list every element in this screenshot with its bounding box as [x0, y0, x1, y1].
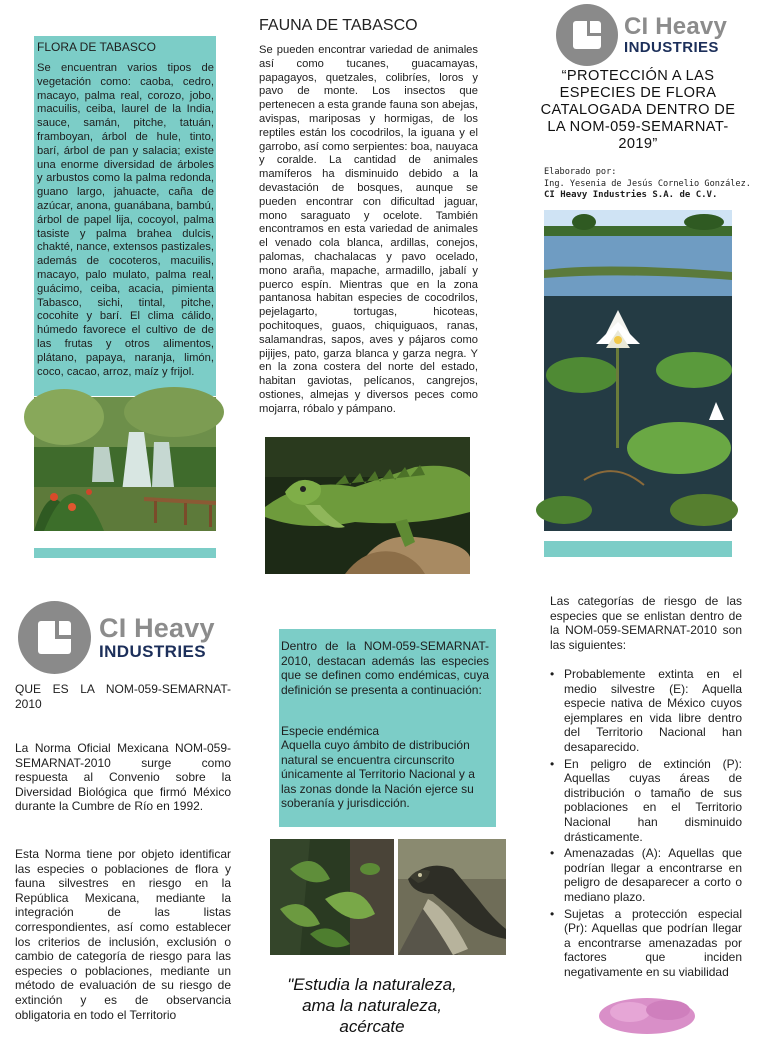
ci-logo-icon	[556, 4, 618, 66]
risk-list	[550, 667, 742, 981]
endemic-intro: Dentro de la NOM-059-SEMARNAT-2010, destacan además las especies que se definen como endémicas, cuya definición se presenta a continuación:	[281, 639, 489, 697]
logo-line1: CI Heavy	[99, 613, 215, 643]
risk-intro: Las categorías de riesgo de las especies que se enlistan dentro de la NOM-059-SEMARNAT-2010 son las siguientes:	[550, 594, 742, 652]
credit-company: CI Heavy Industries S.A. de C.V.	[544, 190, 718, 200]
cover-title: “PROTECCIÓN A LAS ESPECIES DE FLORA CATALOGADA DENTRO DE LA NOM-059-SEMARNAT-2019”	[540, 68, 736, 152]
lotus-photo	[544, 210, 732, 531]
risk-item-extinct: • Probablemente extinta en el medio silvestre (E): Aquella especie nativa de México cuyos ejemplares en vida libre dentro del Territorio Nacional han desaparecido.	[550, 667, 742, 755]
lizard-photo	[398, 839, 506, 955]
logo-line2: INDUSTRIES	[624, 39, 719, 56]
quote: "Estudia la naturaleza, ama la naturaleza, acércate	[287, 975, 457, 1036]
iguana-photo	[265, 437, 470, 574]
flowering-tree-photo	[590, 994, 704, 1024]
logo-line1: CI Heavy	[624, 13, 727, 40]
flora-bottom-bar	[34, 548, 216, 558]
nom-paragraph-2: Esta Norma tiene por objeto identificar las especies o poblaciones de flora y fauna silvestres en riesgo en la República Mexicana, mediante la integración de las listas correspondientes, así como establecer los criterios de inclusión, exclusión o cambio de categoría de riesgo para las especies o poblaciones, mediante un método de evaluación de su riesgo de extinción y es de observancia obligatoria en todo el Territorio	[15, 847, 231, 1022]
flora-body: Se encuentran varios tipos de vegetación como: caoba, cedro, macayo, palma real, corozo, jobo, macuilis, ceiba, laurel de la India, sauce, samán, pitche, tatuán, framboyan, árbol de hule, tinto, barí, árbol de pan y salacia; existe una enorme diversidad de árboles y arbustos como la palma redonda, guano largo, jahuacte, caña de azúcar, anona, guanábana, bambú, árbol de papel lija, cocoyol, palma tasiste y palma brahea dulcis, chakté, nance, extensos pastizales, además de cocoteros, macuilis, macayo, palo mulato, palma real, guácimo, ceiba, acacia, pimienta Tabasco, sichi, tintal, pitche, cocohite y barí. El clima cálido, húmedo favorece el cultivo de de las frutas y otros alimentos, plátano, papaya, naranja, limón, coco, cacao, arroz, maíz y frijol.	[37, 62, 214, 378]
inner-logo	[18, 601, 215, 674]
cover-logo	[556, 4, 727, 66]
credit-label: Elaborado por:	[544, 167, 617, 177]
flora-heading: FLORA DE TABASCO	[37, 40, 156, 54]
risk-item-special-protection: • Sujetas a protección especial (Pr): Aquellas que podrían llegar a encontrarse amenazadas por factores que inciden negativamente en su viabilidad	[550, 907, 742, 980]
fauna-body: Se pueden encontrar variedad de animales así como tucanes, guacamayas, papagayos, quetzales, colibríes, loros y pavo de monte. Los insectos que pertenecen a esta grande fauna son abejas, avispas, mariposas y hormigas, de los reptiles están los cocodrilos, la iguana y el garrobo, así como serpientes: boa, nauyaca y coralde. La cantidad de animales mamíferos ha disminuido debido a la devastación de bosques, aunque se pueden encontrar con dificultad jaguar, mono saraguato y ocelote. También encontramos en esta variedad de animales el venado cola blanca, ardillas, conejos, palomas, chachalacas y pavo ocelado, mono araña, mapache, armadillo, jabalí y puerco espín. Mientras que en la zona pantanosa habitan especies de cocodrilos, pejelagarto, tortugas, hicoteas, pochitoques, guaos, chiquiguaos, ranas, salamandras, sapos, aves y pájaros como pijijes, pato, garza blanca y garza negra. Y en la zona costera del norte del estado, habitan gaviotas, pelícanos, cangrejos, ostiones, almejas y diversos peces como mojarra, róbalo y pámpano.	[259, 44, 478, 415]
risk-item-endangered: • En peligro de extinción (P): Aquellas cuyas áreas de distribución o tamaño de sus poblaciones en el Territorio Nacional han disminuido drásticamente.	[550, 757, 742, 845]
risk-item-threatened: • Amenazadas (A): Aquellas que podrían llegar a encontrarse en peligro de desaparecer a corto o mediano plazo.	[550, 846, 742, 904]
nom-paragraph-1: La Norma Oficial Mexicana NOM-059-SEMARNAT-2010 surge como respuesta al Convenio sobre la Diversidad Biológica que firmó México durante la Cumbre de Río en 1992.	[15, 741, 231, 814]
credit-name: Ing. Yesenia de Jesús Cornelio González.	[544, 179, 751, 189]
logo-line2: INDUSTRIES	[99, 642, 206, 661]
ci-logo-icon	[18, 601, 91, 674]
fauna-heading: FAUNA DE TABASCO	[259, 17, 418, 34]
nom-heading: QUE ES LA NOM-059-SEMARNAT-2010	[15, 682, 231, 711]
cover-bottom-bar	[544, 541, 732, 557]
leaves-photo	[270, 839, 394, 955]
endemic-definition: Aquella cuyo ámbito de distribución natural se encuentra circunscrito únicamente al Territorio Nacional y a las zonas donde la Nación ejerce su soberanía y jurisdicción.	[281, 738, 475, 811]
endemic-term: Especie endémica	[281, 724, 380, 738]
waterfall-photo	[34, 397, 216, 531]
